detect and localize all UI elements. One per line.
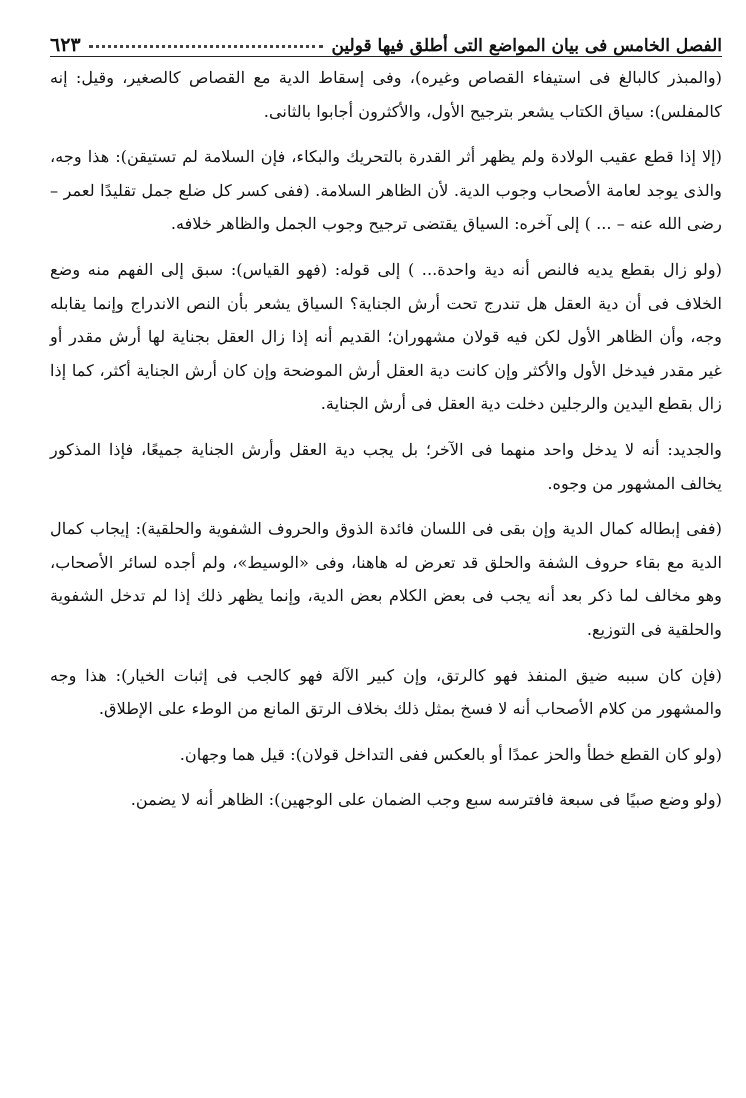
chapter-title: الفصل الخامس فى بيان المواضع التى أطلق فيها قولين (331, 36, 722, 56)
paragraph: (ولو وضع صبيًا فى سبعة فافترسه سبع وجب الضمان على الوجهين): الظاهر أنه لا يضمن. (130, 790, 722, 810)
paragraph: (ففى إبطاله كمال الدية وإن بقى فى اللسان فائدة الذوق والحروف الشفوية والحلقية): إيجاب كمال الدية مع بقاء حروف الشفة والحلق قد تعرض له هاهنا، وفى «الوسيط»، ولم أجده لسائر الأصحاب، وهو مخالف لما ذكر بعد أنه يجب فى بعض الكلام بعض الدية، وإنما يظهر ذلك إذا لم تدخل الشفوية والحلقية فى التوزيع. (50, 519, 722, 639)
paragraph: (فإن كان سببه ضيق المنفذ فهو كالرتق، وإن كبير الآلة فهو كالجب فى إثبات الخيار): هذا وجه والمشهور من كلام الأصحاب أنه لا فسخ بمثل ذلك بخلاف الرتق المانع من الوطء على الإطلاق. (50, 665, 722, 719)
paragraph: (ولو كان القطع خطأ والحز عمدًا أو بالعكس ففى التداخل قولان): قيل هما وجهان. (179, 744, 722, 764)
paragraph: (إلا إذا قطع عقيب الولادة ولم يظهر أثر القدرة بالتحريك والبكاء، فإن السلامة لم تستيقن): هذا وجه، والذى يوجد لعامة الأصحاب وجوب الدية. لأن الظاهر السلامة. (ففى كسر كل ضلع جمل تقليدًا لعمر – رضى الله عنه – ... ) إلى آخره: السياق يقتضى ترجيح وجوب الجمل والظاهر خلافه. (50, 147, 722, 234)
page-body (50, 61, 722, 817)
book-page (50, 22, 722, 1082)
paragraph: (والمبذر كالبالغ فى استيفاء القصاص وغيره)، وفى إسقاط الدية مع القصاص كالصغير، وقيل: إنه كالمفلس): سياق الكتاب يشعر بترجيح الأول، والأكثرون أجابوا بالثانى. (50, 68, 722, 121)
running-header (50, 22, 722, 57)
paragraph: (ولو زال بقطع يديه فالنص أنه دية واحدة... ) إلى قوله: (فهو القياس): سبق إلى الفهم منه وضع الخلاف فى أن دية العقل هل تندرج تحت أرش الجناية؟ السياق يشعر بأن النص الاندراج وإنما يقابله وجه، وأن الظاهر الأول لكن فيه قولان مشهوران؛ القديم أنه إذا زال العقل بجناية لها أرش مقدر أو غير مقدر فيدخل الأول والأكثر وإن كانت دية العقل أرش الموضحة وإن كان أرش الجناية أكثر، كما إذا زال بقطع اليدين والرجلين دخلت دية العقل فى أرش الجناية. (50, 259, 722, 414)
leader-dots (89, 45, 324, 48)
page-number: ٦٢٣ (50, 34, 81, 56)
paragraph: والجديد: أنه لا يدخل واحد منهما فى الآخر؛ بل يجب دية العقل وأرش الجناية جميعًا، فإذا المذكور يخالف المشهور من وجوه. (50, 439, 722, 493)
